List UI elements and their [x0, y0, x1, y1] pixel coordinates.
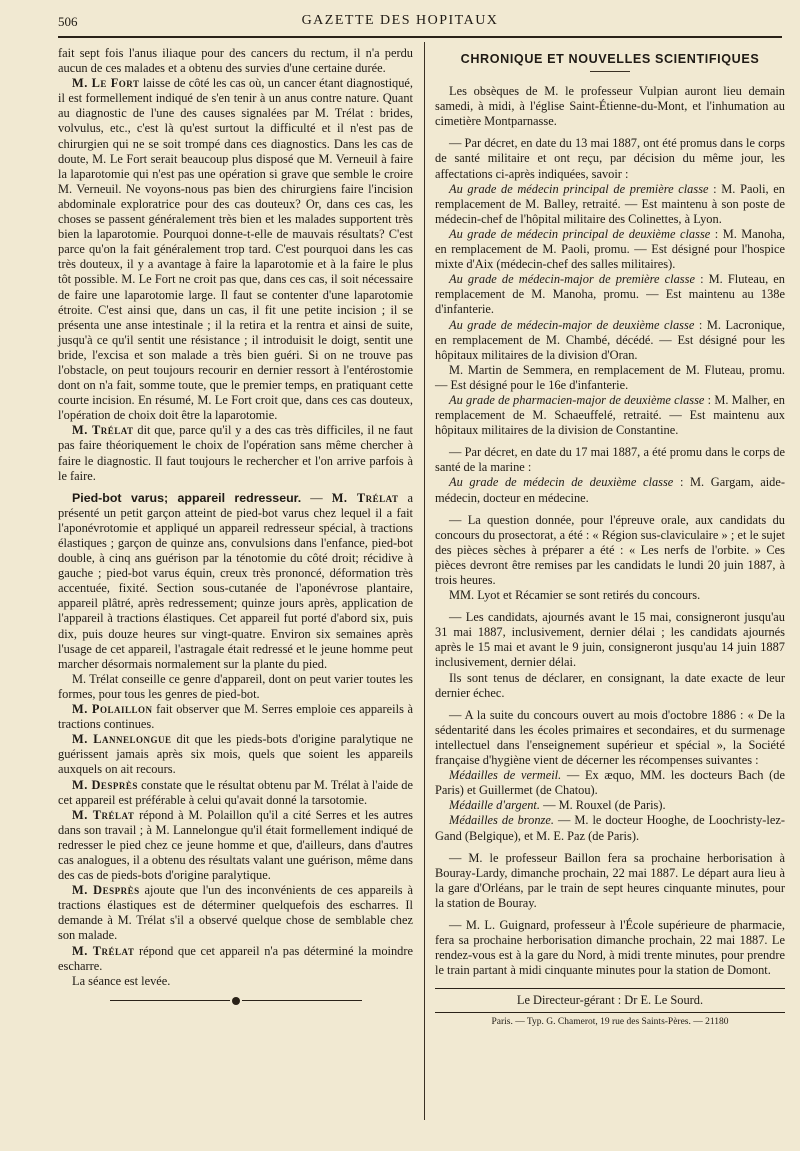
paragraph: [435, 272, 785, 317]
paragraph: [435, 813, 785, 843]
paragraph: M. Trélat conseille ce genre d'appareil, dont on peut varier toutes les formes, pour tous les genres de pied-bot.: [58, 671, 413, 701]
speaker-name: M. Trélat: [72, 423, 134, 438]
page-number: 506: [58, 14, 78, 29]
paragraph: [435, 318, 785, 363]
paragraph: [435, 393, 785, 438]
signature-rule: [435, 988, 785, 989]
printer-line: Paris. — Typ. G. Chamerot, 19 rue des Saints-Pères. — 21180: [435, 1012, 785, 1030]
paragraph-text: — M. Rouxel (de Paris).: [539, 798, 666, 813]
paragraph: [58, 732, 413, 777]
speaker-name: M. Trélat: [72, 943, 135, 958]
subsection-heading: Pied-bot varus; appareil redresseur.: [72, 490, 302, 505]
paragraph-text: dit que les pieds-bots d'origine paralytique ne guérissent jamais après six mois, quels que soient les appareils auxquels on ait recours.: [58, 732, 413, 777]
paragraph: — Par décret, en date du 13 mai 1887, ont été promus dans le corps de santé militaire et ont reçu, par décision du même jour, les affectations ci-après indiquées, savoir :: [435, 136, 785, 181]
paragraph-text: a présenté un petit garçon atteint de pied-bot varus chez lequel il a fait l'aponévrotomie et appliqué un appareil redresseur spécial, à tractions élastiques ; garçon de quinze ans, convulsions dans l'enfance, pied-bot double, à cinq ans guérison par la ténotomie du côté droit; récidive à gauche ; pied-bot varus équin, creux très prononcé, déformation très accentuée, fixité. Section sous-cutanée de l'aponévrose plantaire, appareil plâtré, après redressement; quinze jours après, application de l'appareil à tractions élastiques. Cet appareil fut porté d'abord six, puis dix, puis douze heures sur vingt-quatre. Environ six semaines après l'usage de cet appareil, l'astragale était redressé et le jeune homme peut marcher désormais normalement sur la plante du pied.: [58, 490, 413, 671]
paragraph-text: répond que cet appareil n'a pas déterminé la moindre escharre.: [58, 943, 413, 973]
award-label: Médailles de vermeil.: [449, 768, 562, 783]
paragraph-text: — Ex æquo, MM. les docteurs Bach (de Paris) et Guillermet (de Chatou).: [435, 768, 785, 798]
paragraph: [435, 182, 785, 227]
paragraph-text: répond à M. Polaillon qu'il a cité Serres et les autres dans son travail ; à M. Lannelongue qu'il était formellement indiqué de redresser le pied chez ce jeune homme et que, d'ailleurs, dans d'autres cas analogues, il a obtenu des résultats valant une guérison, même dans des cas de pieds-bots d'origine paralytique.: [58, 807, 413, 883]
paragraph-text: constate que le résultat obtenu par M. Trélat à l'aide de cet appareil est préférable à celui qu'avait donné la tarsotomie.: [58, 777, 413, 807]
header-rule: [58, 36, 782, 38]
paragraph-text: : M. Paoli, en remplacement de M. Balley, retraité. — Est maintenu à son poste de médecin-chef de l'hôpital militaire des Colinettes, à Lyon.: [435, 181, 785, 226]
paragraph: [58, 423, 413, 483]
dash: —: [301, 490, 332, 505]
grade-label: Au grade de pharmacien-major de deuxième classe: [449, 392, 705, 407]
paragraph: [435, 475, 785, 505]
paragraph: — Les candidats, ajournés avant le 15 mai, consigneront jusqu'au 31 mai 1887, inclusivement, dernier délai ; les candidats ajournés après le 15 mai et avant le 9 juin, consigneront jusqu'au 14 juin 1887 inclusivement, dernier délai.: [435, 610, 785, 670]
paragraph-text: : M. Lacronique, en remplacement de M. Chambé, décédé. — Est désigné pour les hôpitaux militaires de la division d'Oran.: [435, 317, 785, 362]
paragraph: — A la suite du concours ouvert au mois d'octobre 1886 : « De la sédentarité dans les écoles primaires et secondaires, et du surmenage intellectuel dans l'enseignement supérieur et spécial », la Société française d'hygiène vient de décerner les récompenses suivantes :: [435, 707, 785, 768]
paragraph-text: : M. Gargam, aide-médecin, docteur en médecine.: [435, 475, 785, 505]
paragraph: [435, 768, 785, 798]
closing-ornament: [58, 993, 413, 1008]
paragraph-text: — M. le docteur Hooghe, de Loochristy-lez-Gand (Belgique), et M. E. Paz (de Paris).: [435, 813, 785, 843]
paragraph: [58, 702, 413, 732]
paragraph: [435, 227, 785, 272]
paragraph-text: laisse de côté les cas où, un cancer étant diagnostiqué, il est formellement indiqué de s'en tenir à un anus contre nature. Quant au diagnostic de l'une des causes signalées par M. Trélat : brides, volvulus, etc., c'est là qu'est surtout la difficulté et il n'est pas de chirurgien qui ne se soit trompé dans ces diagnostics. Dans les cas de doute, M. Le Fort serait beaucoup plus disposé que M. Verneuil à faire la laparotomie qui n'est pas une opération si grave que semble le croire M. Verneuil. Ne voyons-nous pas bien des chirurgiens faire l'incision abdominale exploratrice pour des cas douteux? Or, dans ces cas, les choses se passent généralement très bien et les malades supportent très bien la laparotomie. Pourquoi donne-t-elle de mauvais résultats? C'est parce qu'on la fait généralement trop tard. C'est pourquoi dans les cas très douteux, il y a avantage à faire la laparotomie et à la faire le plus tôt possible. M. Le Fort ne croit pas que, dans ces cas, il soit nécessaire de faire une laparotomie large. Il faut se contenter d'une laparotomie étroite. C'est ainsi que, dans un cas, il fit une petite incision ; il se présenta une anse intestinale ; il la retira et la rentra et ainsi de suite, jusqu'à ce qu'il sentit une résistance ; il introduisit le doigt, sentit une bride, l'excisa et son malade a très bien guéri. Si on ne trouve pas l'obstacle, on peut toujours recourir en dernier ressort à l'entérostomie dont on n'a fait, somme toute, que le premier temps, en pratiquant cette courte incision. En résumé, M. Le Fort croit que, dans ces cas douteux, l'opération de choix doit être la laparotomie.: [58, 76, 414, 423]
grade-label: Au grade de médecin-major de première classe: [449, 272, 695, 287]
right-column: [435, 46, 785, 1031]
paragraph: Ils sont tenus de déclarer, en consignant, la date exacte de leur dernier échec.: [435, 670, 785, 700]
paragraph-text: ajoute que l'un des inconvénients de ces appareils à tractions élastiques est de déterminer quelquefois des escharres. Il demande à M. Trélat s'il a observé quelque chose de semblable chez son malade.: [58, 883, 413, 943]
paragraph: — Par décret, en date du 17 mai 1887, a été promu dans le corps de santé de la marine :: [435, 445, 785, 475]
signature: Le Directeur-gérant : Dr E. Le Sourd.: [516, 993, 704, 1008]
grade-label: Au grade de médecin principal de deuxième classe: [449, 226, 711, 241]
paragraph: [58, 883, 413, 943]
column-divider: [424, 42, 425, 1120]
speaker-name: M. Le Fort: [72, 76, 140, 91]
award-label: Médaille d'argent.: [449, 798, 540, 813]
speaker-name: M. Desprès: [72, 883, 140, 898]
paragraph-text: : M. Malher, en remplacement de M. Schaeuffelé, retraité. — Est maintenu aux hôpitaux militaires de la division de Constantine.: [435, 392, 785, 438]
paragraph: [58, 491, 413, 672]
speaker-name: M. Trélat: [72, 807, 135, 822]
paragraph-text: : M. Manoha, en remplacement de M. Paoli, promu. — Est désigné pour l'hospice mixte d'Aix (médecin-chef des salles militaires).: [435, 226, 785, 272]
grade-label: Au grade de médecin de deuxième classe: [449, 475, 674, 490]
paragraph: [58, 76, 413, 423]
paragraph-text: fait observer que M. Serres emploie ces appareils à tractions continues.: [58, 702, 413, 732]
paragraph-text: dit que, parce qu'il y a des cas très difficiles, il ne faut pas faire théoriquement le choix de l'opération sans même chercher à faire le diagnostic. Il faut toujours le rechercher et l'on arrive parfois à le faire.: [58, 423, 413, 483]
paragraph: MM. Lyot et Récamier se sont retirés du concours.: [449, 588, 701, 603]
title-rule: [590, 71, 630, 72]
speaker-name: M. Lannelongue: [72, 732, 172, 747]
speaker-name: M. Desprès: [72, 777, 138, 792]
paragraph: fait sept fois l'anus iliaque pour des cancers du rectum, il n'a perdu aucun de ces malades et a obtenu des survies d'une certaine durée.: [58, 46, 413, 76]
paragraph-text: : M. Fluteau, en remplacement de M. Manoha, promu. — Est maintenu au 138e d'infanterie.: [435, 272, 785, 317]
paragraph: — M. le professeur Baillon fera sa prochaine herborisation à Bouray-Lardy, dimanche prochain, 22 mai 1887. Le départ aura lieu à la gare d'Orléans, par le train de sept heures cinquante minutes, pour la station de Bouray.: [435, 850, 785, 910]
paragraph: [58, 944, 413, 974]
running-title: GAZETTE DES HOPITAUX: [301, 13, 499, 28]
paragraph: Les obsèques de M. le professeur Vulpian auront lieu demain samedi, à midi, à l'église Saint-Étienne-du-Mont, et l'inhumation au cimetière Montparnasse.: [435, 84, 785, 129]
paragraph: [58, 808, 413, 883]
paragraph: La séance est levée.: [72, 973, 171, 988]
paragraph: — M. L. Guignard, professeur à l'École supérieure de pharmacie, fera sa prochaine herborisation dimanche prochain, 22 mai 1887. Le rendez-vous est à la gare du Nord, à midi trente minutes, pour prendre le train partant à midi cinquante minutes pour la station de Domont.: [435, 917, 785, 978]
left-column: [58, 46, 413, 1008]
grade-label: Au grade de médecin-major de deuxième classe: [449, 317, 695, 332]
grade-label: Au grade de médecin principal de première classe: [449, 181, 709, 196]
award-label: Médailles de bronze.: [449, 813, 554, 828]
speaker-name: M. Trélat: [331, 490, 399, 505]
section-title: CHRONIQUE ET NOUVELLES SCIENTIFIQUES: [460, 52, 760, 66]
paragraph: [435, 798, 785, 813]
paragraph: — La question donnée, pour l'épreuve orale, aux candidats du concours du prosectorat, a été : « Région sus-claviculaire » ; et le sujet des pièces sèches à préparer a été : « Les nerfs de l'orbite. » Ces pièces devront être remises par les candidats le lundi 20 juin 1887, à trois heures.: [435, 512, 785, 587]
speaker-name: M. Polaillon: [72, 702, 153, 717]
paragraph: M. Martin de Semmera, en remplacement de M. Fluteau, promu. — Est désigné pour le 16e d'infanterie.: [435, 362, 785, 392]
paragraph: [58, 778, 413, 808]
